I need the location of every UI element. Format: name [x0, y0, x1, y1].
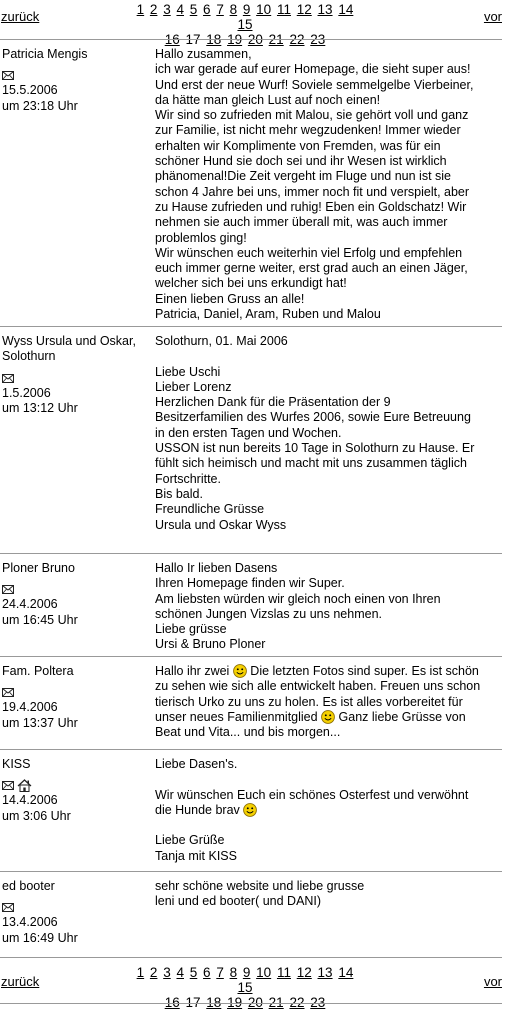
page-link-18[interactable]: 18 [206, 32, 222, 47]
message-line: Liebe Uschi [155, 364, 221, 379]
message-line: da hätte man gleich Lust auf noch einen! [155, 92, 381, 107]
message-line: leni und ed booter( und DANI) [155, 894, 322, 909]
entry-time: um 13:12 Uhr [2, 400, 78, 415]
page-link-9[interactable]: 9 [242, 2, 251, 17]
page-link-9[interactable]: 9 [242, 965, 251, 980]
message-line: Wir sind so zufrieden mit Malou, sie gehört voll und ganz [155, 108, 469, 123]
page-link-4[interactable]: 4 [176, 2, 184, 17]
page-link-15[interactable]: 15 [237, 980, 253, 995]
divider [0, 871, 502, 872]
message-line: phänomenal!Die Zeit vergeht im Fluge und nun ist sie [155, 169, 451, 184]
author-name: Fam. Poltera [2, 664, 74, 678]
page-link-10[interactable]: 10 [256, 965, 272, 980]
contact-icons [2, 68, 147, 83]
message-line: Tanja mit KISS [155, 848, 237, 863]
entry-author-info [2, 47, 147, 114]
entry-message [155, 561, 503, 653]
smiley-icon [321, 710, 335, 724]
message-line: Ursula und Oskar Wyss [155, 517, 287, 532]
entry-author-info [2, 757, 147, 824]
pagination-top [0, 0, 507, 47]
message-line: Und erst der neue Wurf! Soviele semmelgelbe Vierbeiner, [155, 77, 474, 92]
message-line: Am liebsten würden wir gleich noch einen von Ihren [155, 591, 441, 606]
prev-page-link[interactable]: zurück [1, 9, 40, 24]
page-link-12[interactable]: 12 [296, 965, 312, 980]
message-line: Solothurn, 01. Mai 2006 [155, 334, 288, 348]
message-line: tierisch Urko zu uns zu holen. Es ist alles vorbereitet für [155, 694, 463, 709]
message-line: Beat und Vita... und bis morgen... [155, 725, 341, 740]
author-name: Solothurn [2, 349, 56, 364]
current-page-number: 17 [185, 32, 201, 47]
page-link-5[interactable]: 5 [189, 965, 198, 980]
entry-author-info [2, 334, 147, 416]
entry-date: 13.4.2006 [2, 915, 58, 930]
message-line: zu sehen wie sich alle entwickelt haben. Freuen uns schon [155, 679, 481, 694]
divider [0, 957, 502, 958]
message-line: in den ersten Tagen und Wochen. [155, 425, 342, 440]
message-line: schönen Jungen Vizslas zu uns nehmen. [155, 606, 383, 621]
current-page-number: 17 [185, 995, 201, 1010]
message-line: erhalten wir Komplimente von Fremden, was für ein [155, 138, 441, 153]
entry-date: 19.4.2006 [2, 700, 58, 715]
author-name: ed booter [2, 879, 55, 893]
page-link-23[interactable]: 23 [310, 995, 326, 1010]
message-line: Hallo Ir lieben Dasens [155, 561, 278, 575]
message-line: unser neues Familienmitglied Ganz liebe Grüsse von [155, 709, 466, 724]
contact-icons [2, 900, 147, 915]
page-link-11[interactable]: 11 [276, 965, 291, 980]
entry-date: 24.4.2006 [2, 597, 58, 612]
page-link-22[interactable]: 22 [289, 995, 305, 1010]
message-line: problemlos ging! [155, 230, 247, 245]
page-link-16[interactable]: 16 [164, 995, 180, 1010]
message-line: die Hunde brav [155, 803, 503, 818]
entry-time: um 3:06 Uhr [2, 808, 71, 823]
message-line: Fortschritte. [155, 471, 221, 486]
message-line [155, 772, 503, 787]
page-link-8[interactable]: 8 [229, 2, 238, 17]
message-line: Patricia, Daniel, Aram, Ruben und Malou [155, 307, 381, 322]
page-link-20[interactable]: 20 [247, 995, 263, 1010]
prev-page-link[interactable]: zurück [1, 974, 40, 989]
page-link-1[interactable]: 1 [136, 965, 145, 980]
divider [0, 656, 502, 657]
entry-author-info [2, 879, 147, 946]
divider [0, 553, 502, 554]
page-link-22[interactable]: 22 [289, 32, 305, 47]
contact-icons [2, 778, 147, 793]
message-line [155, 818, 503, 833]
message-line: sehr schöne website und liebe grusse [155, 879, 365, 893]
message-line: zu Hause zufrieden und ruhig! Eben ein Goldschatz! Wir [155, 199, 467, 214]
mail-icon[interactable] [2, 585, 14, 594]
home-icon[interactable] [17, 779, 32, 792]
message-line: Ihren Homepage finden wir Super. [155, 576, 345, 591]
page-link-2[interactable]: 2 [149, 2, 158, 17]
message-line: Herzlichen Dank für die Präsentation der 9 [155, 395, 391, 410]
page-link-6[interactable]: 6 [203, 965, 211, 980]
message-line: Liebe Grüße [155, 833, 225, 848]
page-link-3[interactable]: 3 [163, 965, 171, 980]
author-name: KISS [2, 757, 31, 771]
entry-time: um 13:37 Uhr [2, 715, 78, 730]
message-line: Hallo zusammen, [155, 47, 252, 61]
message-line: Hallo ihr zwei Die letzten Fotos sind super. Es ist schön [155, 664, 479, 678]
contact-icons [2, 685, 147, 700]
message-line: Bis bald. [155, 486, 203, 501]
divider [0, 326, 502, 327]
page-link-16[interactable]: 16 [164, 32, 180, 47]
page-link-8[interactable]: 8 [229, 965, 238, 980]
message-line: nehmen sie auch immer überall mit, was auch immer [155, 215, 448, 230]
page-link-14[interactable]: 14 [338, 2, 354, 17]
smiley-icon [233, 664, 247, 678]
mail-icon[interactable] [2, 903, 14, 912]
message-line: fühlt sich heimisch und macht mit uns zusammen täglich [155, 456, 467, 471]
entry-date: 1.5.2006 [2, 385, 51, 400]
page-link-15[interactable]: 15 [237, 17, 253, 32]
contact-icons [2, 582, 147, 597]
page-link-20[interactable]: 20 [247, 32, 263, 47]
entry-message [155, 879, 503, 910]
page-link-7[interactable]: 7 [216, 965, 224, 980]
page-number-list [130, 2, 360, 47]
message-line: Liebe grüsse [155, 622, 227, 637]
page-link-1[interactable]: 1 [136, 2, 145, 17]
page-link-6[interactable]: 6 [203, 2, 211, 17]
divider [0, 749, 502, 750]
divider [0, 39, 502, 40]
page-link-4[interactable]: 4 [176, 965, 184, 980]
message-line: USSON ist nun bereits 10 Tage in Solothurn zu Hause. Er [155, 441, 475, 456]
entry-time: um 16:45 Uhr [2, 612, 78, 627]
page-link-2[interactable]: 2 [149, 965, 158, 980]
divider [0, 1003, 502, 1004]
entry-author-info [2, 561, 147, 628]
message-line: Besitzerfamilien des Wurfes 2006, sowie Eure Betreuung [155, 410, 471, 425]
entry-date: 15.5.2006 [2, 83, 58, 98]
mail-icon[interactable] [2, 71, 14, 80]
message-line: schöner Hund sie doch sei und ihr Wesen ist wirklich [155, 154, 447, 169]
entry-time: um 16:49 Uhr [2, 930, 78, 945]
page-link-13[interactable]: 13 [317, 2, 333, 17]
page-link-14[interactable]: 14 [338, 965, 354, 980]
next-page-link[interactable]: vor [483, 974, 502, 989]
mail-icon[interactable] [2, 374, 14, 383]
page-link-3[interactable]: 3 [163, 2, 171, 17]
message-line: Ursi & Bruno Ploner [155, 637, 266, 652]
pagination-bottom [0, 963, 507, 1010]
message-line: schon 4 Jahre bei uns, immer noch fit und verspielt, aber [155, 184, 470, 199]
contact-icons [2, 371, 147, 386]
entry-author-info [2, 664, 147, 731]
author-name: Patricia Mengis [2, 47, 88, 61]
message-line: Lieber Lorenz [155, 379, 232, 394]
entry-message [155, 47, 503, 322]
message-line: Wir wünschen euch weiterhin viel Erfolg und empfehlen [155, 245, 463, 260]
page-link-18[interactable]: 18 [206, 995, 222, 1010]
message-line: zur Familie, ist nicht mehr wegzudenken! Immer wieder [155, 123, 461, 138]
page-link-11[interactable]: 11 [276, 2, 291, 17]
message-line: Freundliche Grüsse [155, 502, 265, 517]
page-link-13[interactable]: 13 [317, 965, 333, 980]
page-link-23[interactable]: 23 [310, 32, 326, 47]
mail-icon[interactable] [2, 688, 14, 697]
message-line: Liebe Dasen's. [155, 757, 238, 771]
message-line: Einen lieben Gruss an alle! [155, 291, 305, 306]
message-line: Wir wünschen Euch ein schönes Osterfest und verwöhnt [155, 787, 469, 802]
mail-icon[interactable] [2, 781, 14, 790]
entry-time: um 23:18 Uhr [2, 98, 78, 113]
message-line: welcher sich bei uns erkundigt hat! [155, 276, 347, 291]
smiley-icon [243, 803, 257, 817]
page-link-21[interactable]: 21 [268, 995, 284, 1010]
page-link-7[interactable]: 7 [216, 2, 224, 17]
message-line [155, 349, 503, 364]
message-line: ich war gerade auf eurer Homepage, die sieht super aus! [155, 62, 471, 77]
entry-date: 14.4.2006 [2, 793, 58, 808]
entry-message [155, 334, 503, 533]
author-name: Wyss Ursula und Oskar, [2, 334, 136, 348]
next-page-link[interactable]: vor [483, 9, 502, 24]
entry-message [155, 664, 503, 740]
page-link-19[interactable]: 19 [227, 995, 243, 1010]
author-name: Ploner Bruno [2, 561, 75, 575]
page-link-5[interactable]: 5 [189, 2, 198, 17]
message-line: euch immer gerne weiter, erst grad auch an einen Jäger, [155, 261, 468, 276]
page-link-19[interactable]: 19 [227, 32, 243, 47]
page-link-12[interactable]: 12 [296, 2, 312, 17]
page-link-10[interactable]: 10 [256, 2, 272, 17]
entry-message [155, 757, 503, 864]
page-link-21[interactable]: 21 [268, 32, 284, 47]
